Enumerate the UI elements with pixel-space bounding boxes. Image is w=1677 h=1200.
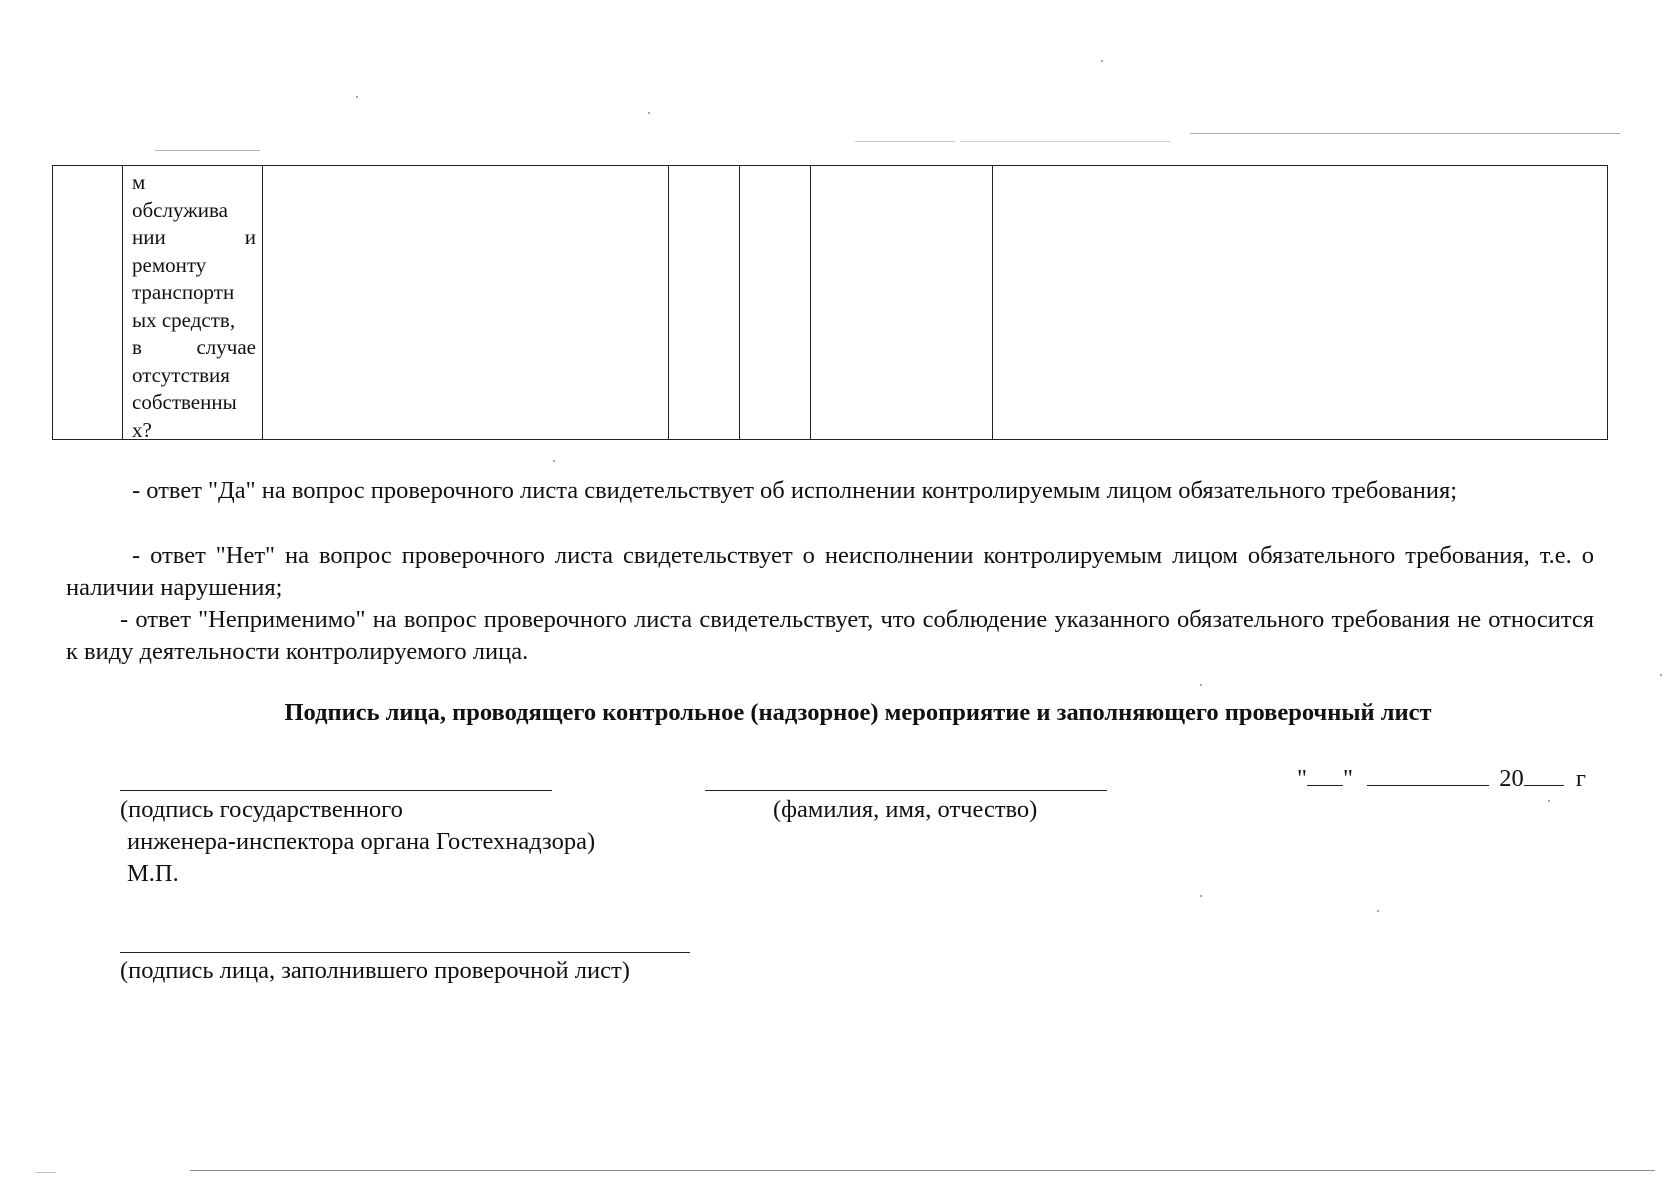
question-line: ремонту xyxy=(132,252,207,277)
table-column-divider xyxy=(992,166,993,439)
table-column-divider xyxy=(122,166,123,439)
full-name-caption: (фамилия, имя, отчество) xyxy=(773,796,1038,823)
filler-signature-caption: (подпись лица, заполнившего проверочной лист) xyxy=(120,957,630,984)
month-blank xyxy=(1367,763,1489,786)
table-column-divider xyxy=(262,166,263,439)
date-quote-open: " xyxy=(1297,765,1308,792)
question-line: транспортн xyxy=(132,280,235,304)
table-column-divider xyxy=(810,166,811,439)
table-column-divider xyxy=(739,166,740,439)
scan-artifact-line xyxy=(1190,133,1620,134)
scan-speck xyxy=(1200,684,1202,686)
question-line: х? xyxy=(132,417,152,442)
scan-artifact-line xyxy=(960,141,1170,142)
question-line: ых средств, xyxy=(132,307,236,332)
year-blank xyxy=(1524,763,1564,786)
day-blank xyxy=(1307,763,1343,786)
scan-artifact-line xyxy=(155,150,260,151)
question-line: собственны xyxy=(132,390,237,414)
scan-artifact-line xyxy=(855,141,955,142)
question-line: в случае xyxy=(132,335,256,359)
scan-speck xyxy=(356,96,358,98)
year-suffix: г xyxy=(1575,765,1586,792)
question-line: отсутствия xyxy=(132,362,230,387)
note-yes: - ответ "Да" на вопрос проверочного листа свидетельствует об исполнении контролируемым лицом обязательного требования; xyxy=(132,477,1458,504)
inspector-signature-caption: инженера-инспектора органа Гостехнадзора) xyxy=(127,828,596,855)
question-cell xyxy=(132,169,256,444)
scan-speck xyxy=(553,460,555,462)
question-line: нии и xyxy=(132,225,256,249)
year-prefix: 20 xyxy=(1499,765,1524,792)
date-field xyxy=(1297,763,1586,795)
question-line: м xyxy=(132,170,146,194)
scan-speck xyxy=(1548,800,1550,802)
note-no: - ответ "Нет" на вопрос проверочного листа свидетельствует о неисполнении контролируемым лицом обязательного требования, т.е. о наличии нарушения; xyxy=(66,542,1594,601)
scan-speck xyxy=(1660,674,1662,676)
inspector-signature-caption: (подпись государственного xyxy=(120,796,403,823)
scan-artifact-line xyxy=(190,1170,1655,1171)
date-quote-close: " xyxy=(1343,765,1354,792)
filler-signature-line xyxy=(120,952,690,953)
scan-speck xyxy=(1200,895,1202,897)
question-line: обслужива xyxy=(132,197,228,222)
inspector-signature-line xyxy=(120,790,552,791)
scan-speck xyxy=(1377,910,1379,912)
seal-placeholder: М.П. xyxy=(127,860,179,887)
table-column-divider xyxy=(668,166,669,439)
scan-speck xyxy=(1101,60,1103,62)
full-name-line xyxy=(705,790,1107,791)
signature-heading: Подпись лица, проводящего контрольное (надзорное) мероприятие и заполняющего проверочный лист xyxy=(284,699,1432,726)
scan-speck xyxy=(648,112,650,114)
scan-artifact-line xyxy=(36,1172,56,1173)
checklist-table xyxy=(52,165,1608,440)
note-not-applicable: - ответ "Неприменимо" на вопрос проверочного листа свидетельствует, что соблюдение указанного обязательного требования не относится к виду деятельности контролируемого лица. xyxy=(66,606,1594,665)
